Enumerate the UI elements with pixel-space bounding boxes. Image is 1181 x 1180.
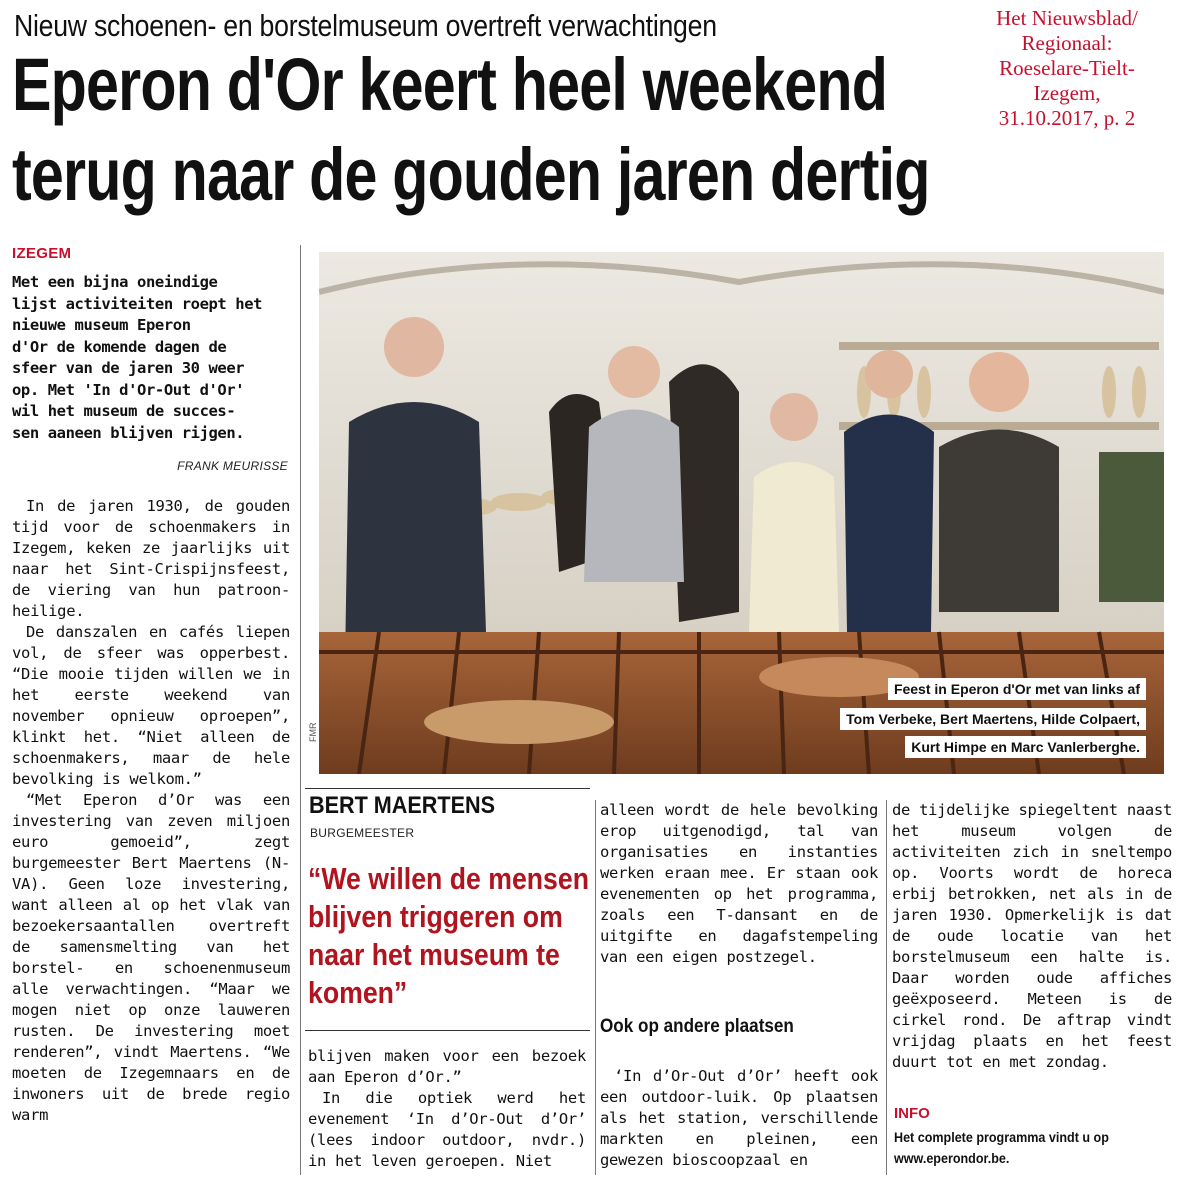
lead-line: Met een bijna oneindige	[12, 273, 218, 291]
column-divider	[886, 800, 887, 1175]
source-line: 31.10.2017, p. 2	[998, 106, 1136, 130]
lead-line: op. Met 'In d'Or-Out d'Or'	[12, 380, 245, 399]
source-line: Izegem,	[1033, 81, 1101, 105]
paragraph: De danszalen en cafés liepen vol, de sfeer was opperbest. “Die mooie tijden willen we in het eerste weekend van november opnieuw oproepen”, klinkt het. “Niet alleen de schoenmakers, maar de hele bevolking is welkom.”	[12, 623, 290, 788]
quote-person-name: BERT MAERTENS	[309, 792, 496, 819]
lead-line: sen aaneen blijven rijgen.	[12, 423, 245, 442]
headline-line-2: terug naar de gouden jaren dertig	[12, 133, 930, 216]
lead-line: d'Or de komende dagen de	[12, 337, 227, 356]
subheading: Ook op andere plaatsen	[600, 1016, 794, 1037]
headline-line-1: Eperon d'Or keert heel weekend	[12, 43, 888, 126]
paragraph: ‘In d’Or-Out d’Or’ heeft ook een outdoor-luik. Op plaatsen als het station, verschillende markten en pleinen, een gewezen bioscoopzaal en	[600, 1067, 878, 1169]
photo-caption-line: Kurt Himpe en Marc Vanlerberghe.	[905, 736, 1146, 758]
paragraph: “Met Eperon d’Or was een investering van zeven miljoen euro gemoeid”, zegt burgemeester Bert Maertens (N-VA). Geen loze investering, want alleen al op het vlak van bezoekersaantallen overtreft de samensmelting van het borstel- en schoenenmuseum alle verwachtingen. “Maar we mogen niet op onze lauweren rusten. De investering moet renderen”, vindt Maertens. “We moeten de Izegemnaars en de inwoners uit de brede regio warm	[12, 791, 290, 1124]
lead-line: lijst activiteiten roept het	[12, 294, 263, 313]
info-label: INFO	[894, 1105, 930, 1122]
section-label: IZEGEM	[12, 245, 72, 262]
source-line: Roeselare-Tielt-	[999, 56, 1135, 80]
body-column-3	[600, 800, 878, 1000]
lead-line: nieuwe museum Eperon	[12, 316, 191, 334]
photo-caption-line: Tom Verbeke, Bert Maertens, Hilde Colpaert,	[840, 708, 1146, 730]
column-divider	[300, 245, 301, 1175]
lead-line: sfeer van de jaren 30 weer	[12, 359, 245, 377]
quote-rule	[305, 1030, 590, 1031]
author-byline: FRANK MEURISSE	[177, 459, 288, 473]
source-attribution	[967, 6, 1167, 131]
info-text: Het complete programma vindt u op www.eperondor.be.	[894, 1130, 1109, 1166]
paragraph: In die optiek werd het evenement ‘In d’Or-Out d’Or’ (lees indoor outdoor, nvdr.) in het leven geroepen. Niet	[308, 1089, 586, 1170]
photo-credit: FMR	[308, 722, 318, 742]
paragraph: In de jaren 1930, de gouden tijd voor de schoenmakers in Izegem, keken ze jaarlijks uit naar het Sint-Crispijnsfeest, de viering van hun patroon-heilige.	[12, 497, 290, 620]
paragraph: de tijdelijke spiegeltent naast het museum volgen de activiteiten zich in sneltempo op. Voorts wordt de horeca erbij betrokken, net als in de jaren 1930. Opmerkelijk is dat de oude locatie van het borstelmuseum een halte is. Daar worden oude affiches geëxposeerd. Meteen is de cirkel rond. De aftrap vindt vrijdag plaats en het feest duurt tot en met zondag.	[892, 801, 1172, 1071]
paragraph: blijven maken voor een bezoek aan Eperon d’Or.”	[308, 1047, 586, 1086]
quote-rule	[305, 788, 590, 789]
photo-caption-line: Feest in Eperon d'Or met van links af	[888, 678, 1146, 700]
body-column-1	[12, 496, 290, 1176]
paragraph: alleen wordt de hele bevolking erop uitgenodigd, tal van organisaties en instanties werken eraan mee. Er staan ook evenementen op het programma, zoals een T-dansant en de uitgifte en dagafstempeling van een eigen postzegel.	[600, 801, 878, 966]
kicker: Nieuw schoenen- en borstelmuseum overtreft verwachtingen	[14, 8, 717, 43]
source-line: Het Nieuwsblad/	[996, 6, 1138, 30]
body-column-2	[308, 1046, 586, 1176]
column-divider	[595, 800, 596, 1175]
quote-person-role: BURGEMEESTER	[310, 826, 415, 840]
article-photo	[319, 252, 1164, 774]
body-column-4	[892, 800, 1172, 1092]
lead-paragraph	[12, 272, 294, 444]
source-line: Regionaal:	[1021, 31, 1113, 55]
lead-line: wil het museum de succes-	[12, 402, 236, 420]
pull-quote: “We willen de mensen blijven triggeren om naar het museum te komen”	[308, 861, 590, 1010]
body-column-3b	[600, 1066, 878, 1176]
